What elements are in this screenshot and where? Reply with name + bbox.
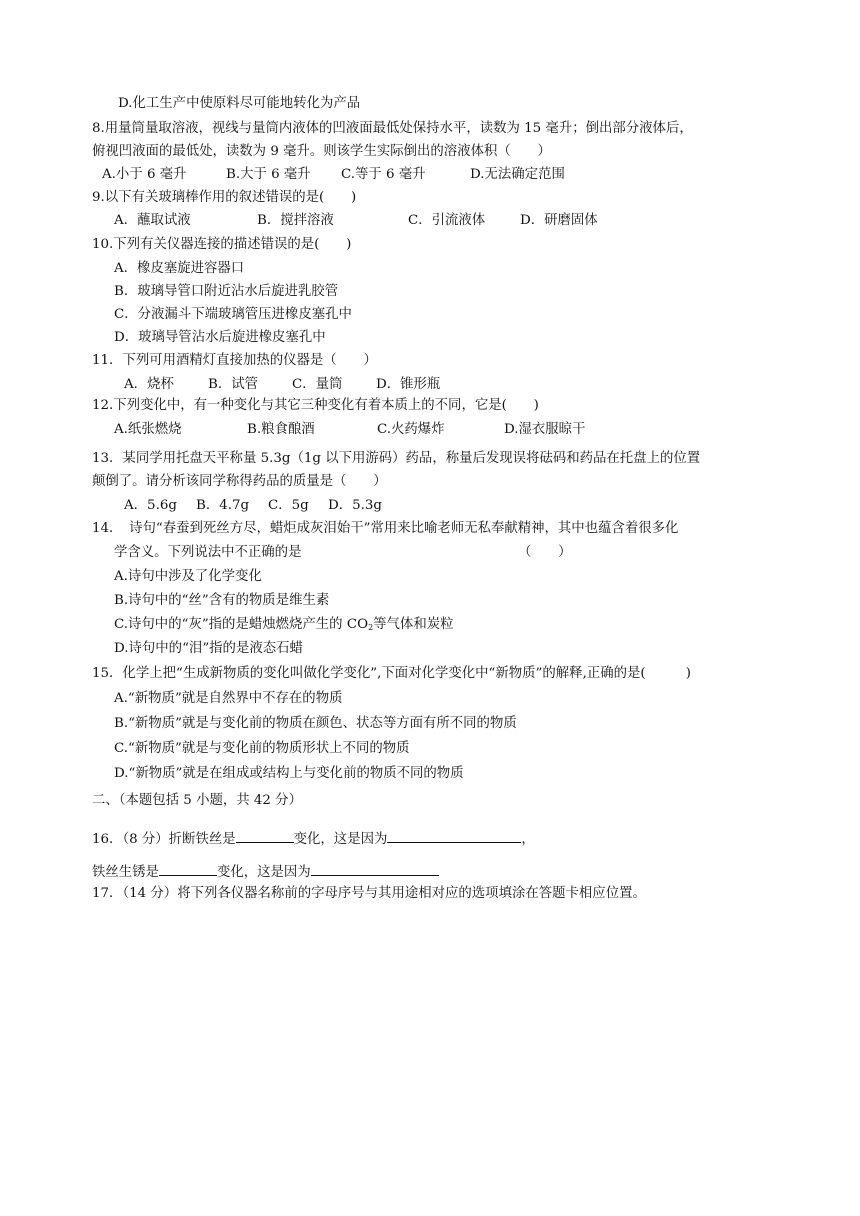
q12-option-c: C.火药爆炸 xyxy=(377,422,445,437)
q12-stem: 12.下列变化中，有一种变化与其它三种变化有着本质上的不同，它是( ) xyxy=(92,398,539,413)
q9-options xyxy=(114,212,598,230)
q8-stem-line2: 俯视凹液面的最低处，读数为 9 毫升。则该学生实际倒出的溶液体积（ ） xyxy=(92,144,551,159)
q16-line2 xyxy=(92,861,439,882)
q16-blank-2[interactable] xyxy=(387,828,521,843)
q14-option-c-tail: 等气体和炭粒 xyxy=(373,617,454,632)
q8-options xyxy=(102,166,565,184)
q8-option-a: A.小于 6 毫升 xyxy=(102,167,187,182)
q14-stem-line2: 学含义。下列说法中不正确的是 xyxy=(114,545,302,560)
q9-stem: 9.以下有关玻璃棒作用的叙述错误的是( ) xyxy=(92,190,357,205)
q11-option-d: D．锥形瓶 xyxy=(376,377,441,392)
q15-option-a: A.“新物质”就是自然界中不存在的物质 xyxy=(114,691,343,706)
q9-option-d: D．研磨固体 xyxy=(520,213,598,228)
q14-option-d: D.诗句中的“泪”指的是液态石蜡 xyxy=(114,641,303,656)
q11-options xyxy=(124,376,440,394)
q12-options xyxy=(114,421,585,439)
q10-option-c: C．分液漏斗下端玻璃管压进橡皮塞孔中 xyxy=(114,307,352,322)
q8-option-c: C.等于 6 毫升 xyxy=(341,167,426,182)
q8-option-d: D.无法确定范围 xyxy=(470,167,565,182)
q14-option-c xyxy=(114,616,454,634)
q16-text-d: 铁丝生锈是 xyxy=(92,865,159,880)
q7-option-d: D.化工生产中使原料尽可能地转化为产品 xyxy=(118,96,361,111)
q9-option-c: C．引流液体 xyxy=(408,213,486,228)
q11-option-c: C．量筒 xyxy=(292,377,343,392)
q16-line1 xyxy=(92,828,535,849)
q12-option-d: D.湿衣服晾干 xyxy=(504,422,586,437)
q14-stem-line1: 14． 诗句“春蚕到死丝方尽，蜡炬成灰泪始干”常用来比喻老师无私奉献精神，其中也蕴含着很多化 xyxy=(92,521,679,536)
q17-stem: 17．（14 分）将下列各仪器名称前的字母序号与其用途相对应的选项填涂在答题卡相应位置。 xyxy=(92,886,646,901)
q13-option-b: B．4.7g xyxy=(196,498,250,513)
q8-option-b: B.大于 6 毫升 xyxy=(226,167,311,182)
q14-answer-bracket: （ ） xyxy=(518,545,572,560)
q11-option-a: A．烧杯 xyxy=(124,377,174,392)
q10-option-d: D．玻璃导管沾水后旋进橡皮塞孔中 xyxy=(114,330,326,345)
q16-blank-3[interactable] xyxy=(159,861,217,876)
q16-text-a: 16．（8 分）折断铁丝是 xyxy=(92,832,236,847)
q15-option-c: C.“新物质”就是与变化前的物质形状上不同的物质 xyxy=(114,741,410,756)
q10-stem: 10.下列有关仪器连接的描述错误的是( ) xyxy=(92,237,352,252)
q13-option-c: C．5g xyxy=(268,498,309,513)
q16-blank-1[interactable] xyxy=(236,828,294,843)
q9-option-b: B．搅拌溶液 xyxy=(257,213,334,228)
q15-stem: 15．化学上把“生成新物质的变化叫做化学变化”,下面对化学变化中“新物质”的解释,正确的是( ) xyxy=(92,666,692,681)
q16-text-b: 变化，这是因为 xyxy=(293,832,388,847)
q13-stem-line2: 颠倒了。请分析该同学称得药品的质量是（ ） xyxy=(92,474,387,489)
section-2-heading: 二、（本题包括 5 小题，共 42 分） xyxy=(92,793,302,808)
q11-stem: 11．下列可用酒精灯直接加热的仪器是（ ） xyxy=(92,353,377,368)
q16-blank-4[interactable] xyxy=(311,861,439,876)
q12-option-b: B.粮食酿酒 xyxy=(247,422,315,437)
q16-text-c: ， xyxy=(521,832,535,847)
q12-option-a: A.纸张燃烧 xyxy=(114,422,182,437)
q13-option-a: A．5.6g xyxy=(124,498,177,513)
q14-option-a: A.诗句中涉及了化学变化 xyxy=(114,569,262,584)
q9-option-a: A．蘸取试液 xyxy=(114,213,191,228)
q11-option-b: B．试管 xyxy=(208,377,259,392)
q8-stem-line1: 8.用量筒量取溶液，视线与量筒内液体的凹液面最低处保持水平，读数为 15 毫升；倒出部分液体后， xyxy=(92,121,693,136)
q13-stem-line1: 13．某同学用托盘天平称量 5.3g（1g 以下用游码）药品，称量后发现误将砝码和药品在托盘上的位置 xyxy=(92,451,701,466)
q15-option-d: D.“新物质”就是在组成或结构上与变化前的物质不同的物质 xyxy=(114,766,464,781)
q13-options xyxy=(124,497,382,515)
q14-option-c-subscript: 2 xyxy=(368,623,374,632)
q14-option-b: B.诗句中的“丝”含有的物质是维生素 xyxy=(114,593,330,608)
q10-option-a: A．橡皮塞旋进容器口 xyxy=(114,261,245,276)
q14-option-c-text: C.诗句中的“灰”指的是蜡烛燃烧产生的 CO xyxy=(114,617,369,632)
q10-option-b: B．玻璃导管口附近沾水后旋进乳胶管 xyxy=(114,284,339,299)
q13-option-d: D．5.3g xyxy=(328,498,382,513)
q15-option-b: B.“新物质”就是与变化前的物质在颜色、状态等方面有所不同的物质 xyxy=(114,716,517,731)
q16-text-e: 变化，这是因为 xyxy=(216,865,311,880)
